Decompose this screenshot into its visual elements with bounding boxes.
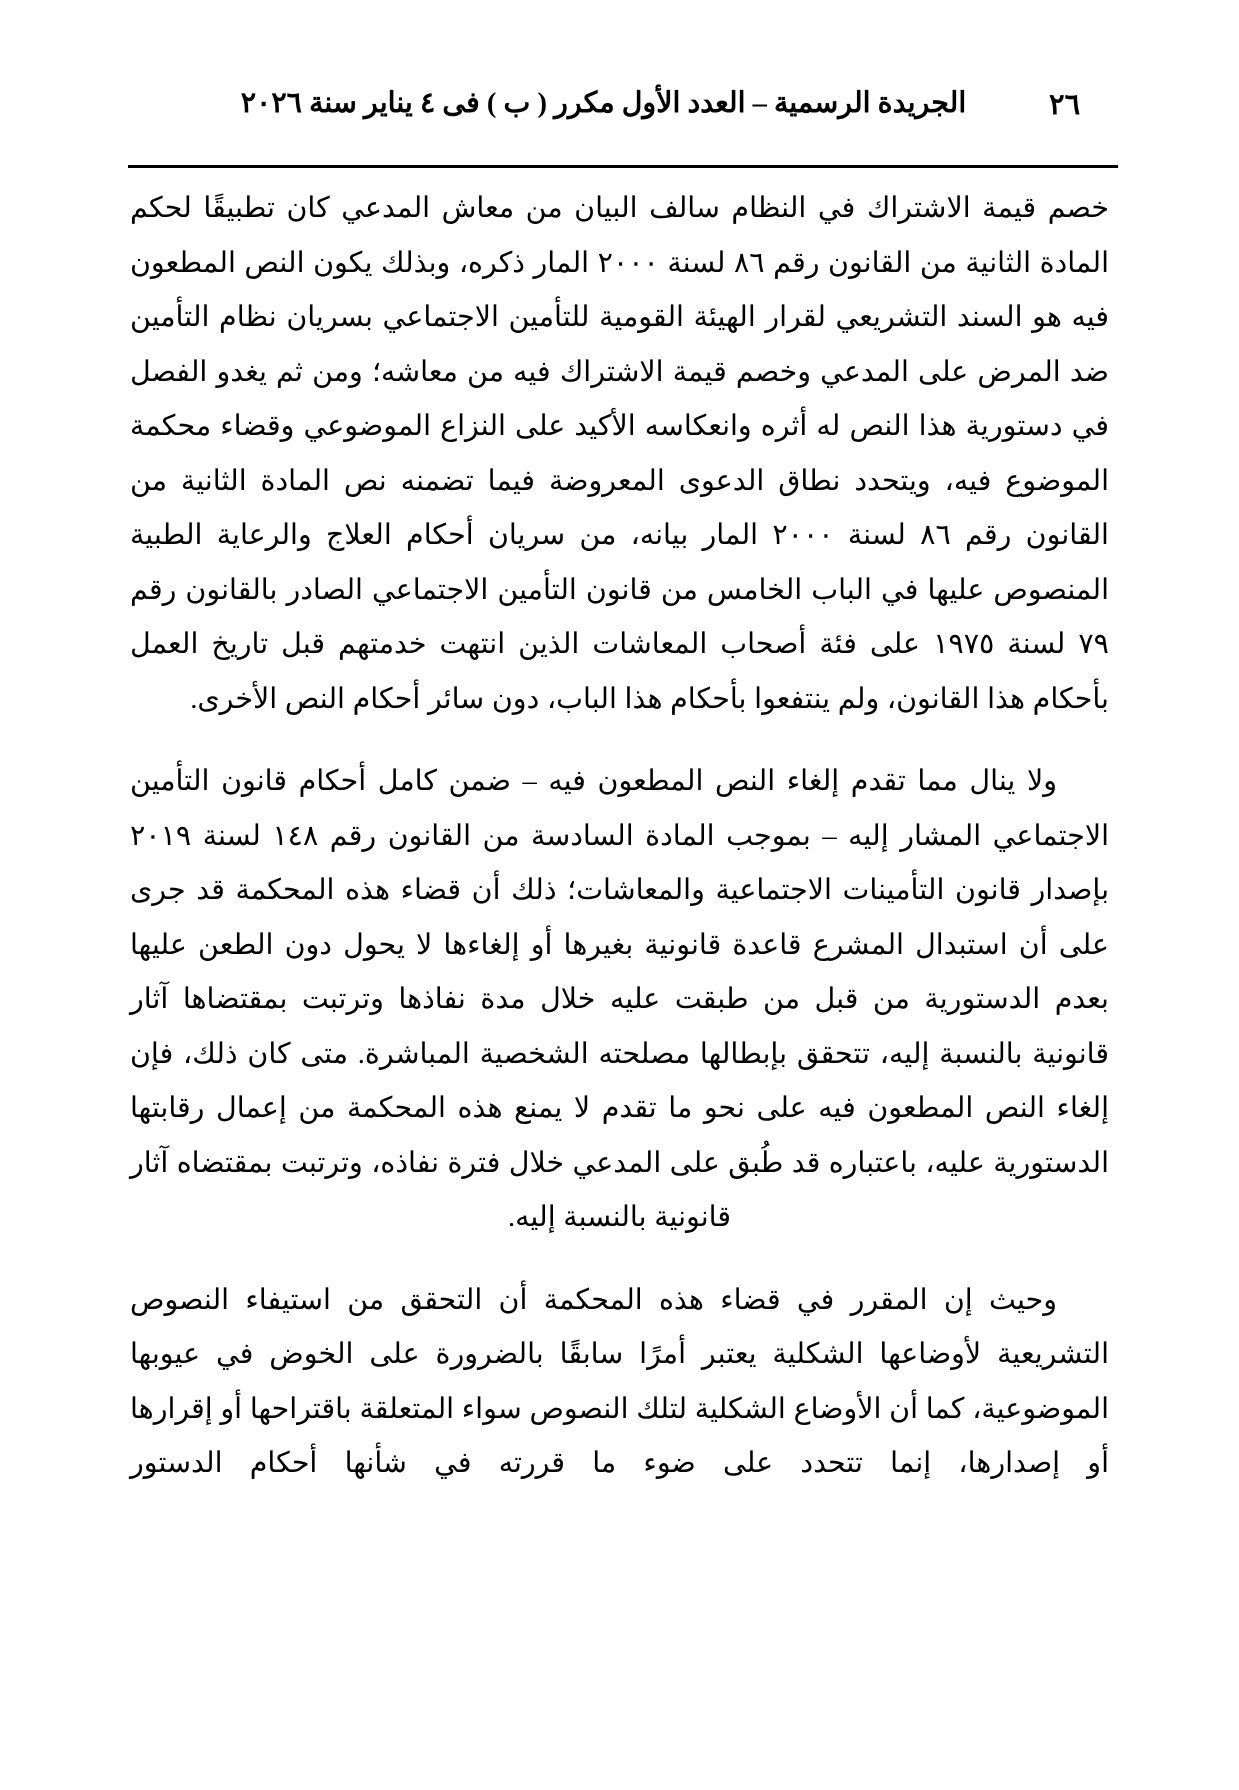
page-running-header	[128, 78, 1115, 130]
header-title: الجريدة الرسمية – العدد الأول مكرر ( ب ) فى ٤ يناير سنة ٢٠٢٦	[240, 87, 967, 119]
document-body	[130, 182, 1109, 1520]
body-paragraph: خصم قيمة الاشتراك في النظام سالف البيان من معاش المدعي كان تطبيقًا لحكم المادة الثانية من القانون رقم ٨٦ لسنة ٢٠٠٠ المار ذكره، وبذلك يكون النص المطعون فيه هو السند التشريعي لقرار الهيئة القومية للتأمين الاجتماعي بسريان نظام التأمين ضد المرض على المدعي وخصم قيمة الاشتراك فيه من معاشه؛ ومن ثم يغدو الفصل في دستورية هذا النص له أثره وانعكاسه الأكيد على النزاع الموضوعي وقضاء محكمة الموضوع فيه، ويتحدد نطاق الدعوى المعروضة فيما تضمنه نص المادة الثانية من القانون رقم ٨٦ لسنة ٢٠٠٠ المار بيانه، من سريان أحكام العلاج والرعاية الطبية المنصوص عليها في الباب الخامس من قانون التأمين الاجتماعي الصادر بالقانون رقم ٧٩ لسنة ١٩٧٥ على فئة أصحاب المعاشات الذين انتهت خدمتهم قبل تاريخ العمل بأحكام هذا القانون، ولم ينتفعوا بأحكام هذا الباب، دون سائر أحكام النص الأخرى.	[130, 193, 1109, 715]
body-paragraph: وحيث إن المقرر في قضاء هذه المحكمة أن التحقق من استيفاء النصوص التشريعية لأوضاعها الشكلية يعتبر أمرًا سابقًا بالضرورة على الخوض في عيوبها الموضوعية، كما أن الأوضاع الشكلية لتلك النصوص سواء المتعلقة باقتراحها أو إقرارها أو إصدارها، إنما تتحدد على ضوء ما قررته في شأنها أحكام الدستور	[130, 1284, 1109, 1479]
body-paragraph: ولا ينال مما تقدم إلغاء النص المطعون فيه – ضمن كامل أحكام قانون التأمين الاجتماعي المشار إليه – بموجب المادة السادسة من القانون رقم ١٤٨ لسنة ٢٠١٩ بإصدار قانون التأمينات الاجتماعية والمعاشات؛ ذلك أن قضاء هذه المحكمة قد جرى على أن استبدال المشرع قاعدة قانونية بغيرها أو إلغاءها لا يحول دون الطعن عليها بعدم الدستورية من قبل من طبقت عليه خلال مدة نفاذها وترتبت بمقتضاها آثار قانونية بالنسبة إليه، تتحقق بإبطالها مصلحته الشخصية المباشرة. متى كان ذلك، فإن إلغاء النص المطعون فيه على نحو ما تقدم لا يمنع هذه المحكمة من إعمال رقابتها الدستورية عليه، باعتباره قد طُبق على المدعي خلال فترة نفاذه، وترتبت بمقتضاه آثار قانونية بالنسبة إليه.	[130, 766, 1109, 1233]
page-number: ٢٦	[1049, 88, 1081, 121]
header-divider-rule	[128, 165, 1118, 168]
